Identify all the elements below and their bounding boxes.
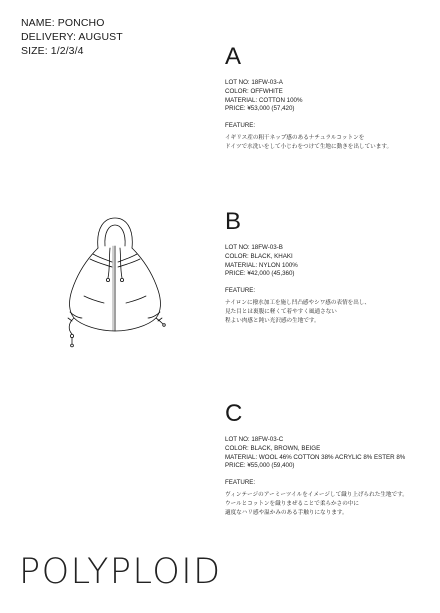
feature-description — [225, 134, 430, 152]
variant-letter: C — [225, 400, 243, 427]
variant-a — [225, 45, 430, 152]
feature-description — [225, 491, 430, 518]
feature-line: 程よい肉感と鈍い光沢感の生地です。 — [225, 317, 320, 324]
feature-label: FEATURE: — [225, 479, 256, 487]
variant-letter: A — [225, 43, 242, 70]
poncho-technical-drawing — [60, 210, 170, 350]
variant-c — [225, 402, 430, 518]
material-spec: MATERIAL: COTTON 100% — [225, 96, 303, 104]
feature-line: イギリス産の粗干ネップ感のあるナチュラルコットンを — [225, 134, 365, 141]
feature-description — [225, 299, 430, 326]
feature-label: FEATURE: — [225, 122, 256, 130]
size-range: SIZE: 1/2/3/4 — [21, 45, 84, 57]
lot-number: LOT NO: 18FW-03-C — [225, 436, 284, 443]
feature-line: 見た目とは裏腹に軽くて着やすく風通さない — [225, 308, 337, 315]
price-spec: PRICE: ¥42,000 (45,360) — [225, 270, 295, 278]
color-spec: COLOR: OFFWHITE — [225, 87, 283, 95]
price-spec: PRICE: ¥53,000 (57,420) — [225, 105, 295, 113]
material-spec: MATERIAL: WOOL 46% COTTON 38% ACRYLIC 8% ESTER 8% — [225, 453, 406, 461]
variant-letter: B — [225, 208, 242, 235]
brand-logo: POLYPLOID — [19, 552, 222, 592]
feature-label: FEATURE: — [225, 287, 256, 295]
feature-line: ヴィンテージのアーミーツイルをイメージして織り上げられた生地です。 — [225, 491, 408, 498]
delivery-month: DELIVERY: AUGUST — [21, 31, 123, 43]
feature-line: ナイロンに撥水加工を施し凹凸感やシワ感の表情を出し、 — [225, 299, 371, 306]
color-spec: COLOR: BLACK, BROWN, BEIGE — [225, 444, 321, 452]
feature-line: ウールとコットンを織りまぜることで柔らかさの中に — [225, 500, 360, 507]
color-spec: COLOR: BLACK, KHAKI — [225, 252, 293, 260]
garment-info — [21, 16, 123, 58]
price-spec: PRICE: ¥55,000 (59,400) — [225, 462, 295, 470]
garment-name: NAME: PONCHO — [21, 17, 105, 29]
feature-line: ドイツで水洗いをして小じわをつけて生地に動きを出しています。 — [225, 143, 393, 150]
variant-b — [225, 210, 430, 326]
lot-number: LOT NO: 18FW-03-A — [225, 79, 283, 86]
lot-number: LOT NO: 18FW-03-B — [225, 244, 283, 251]
material-spec: MATERIAL: NYLON 100% — [225, 261, 298, 269]
feature-line: 適度なハリ感や温かみのある手触りになります。 — [225, 509, 348, 516]
